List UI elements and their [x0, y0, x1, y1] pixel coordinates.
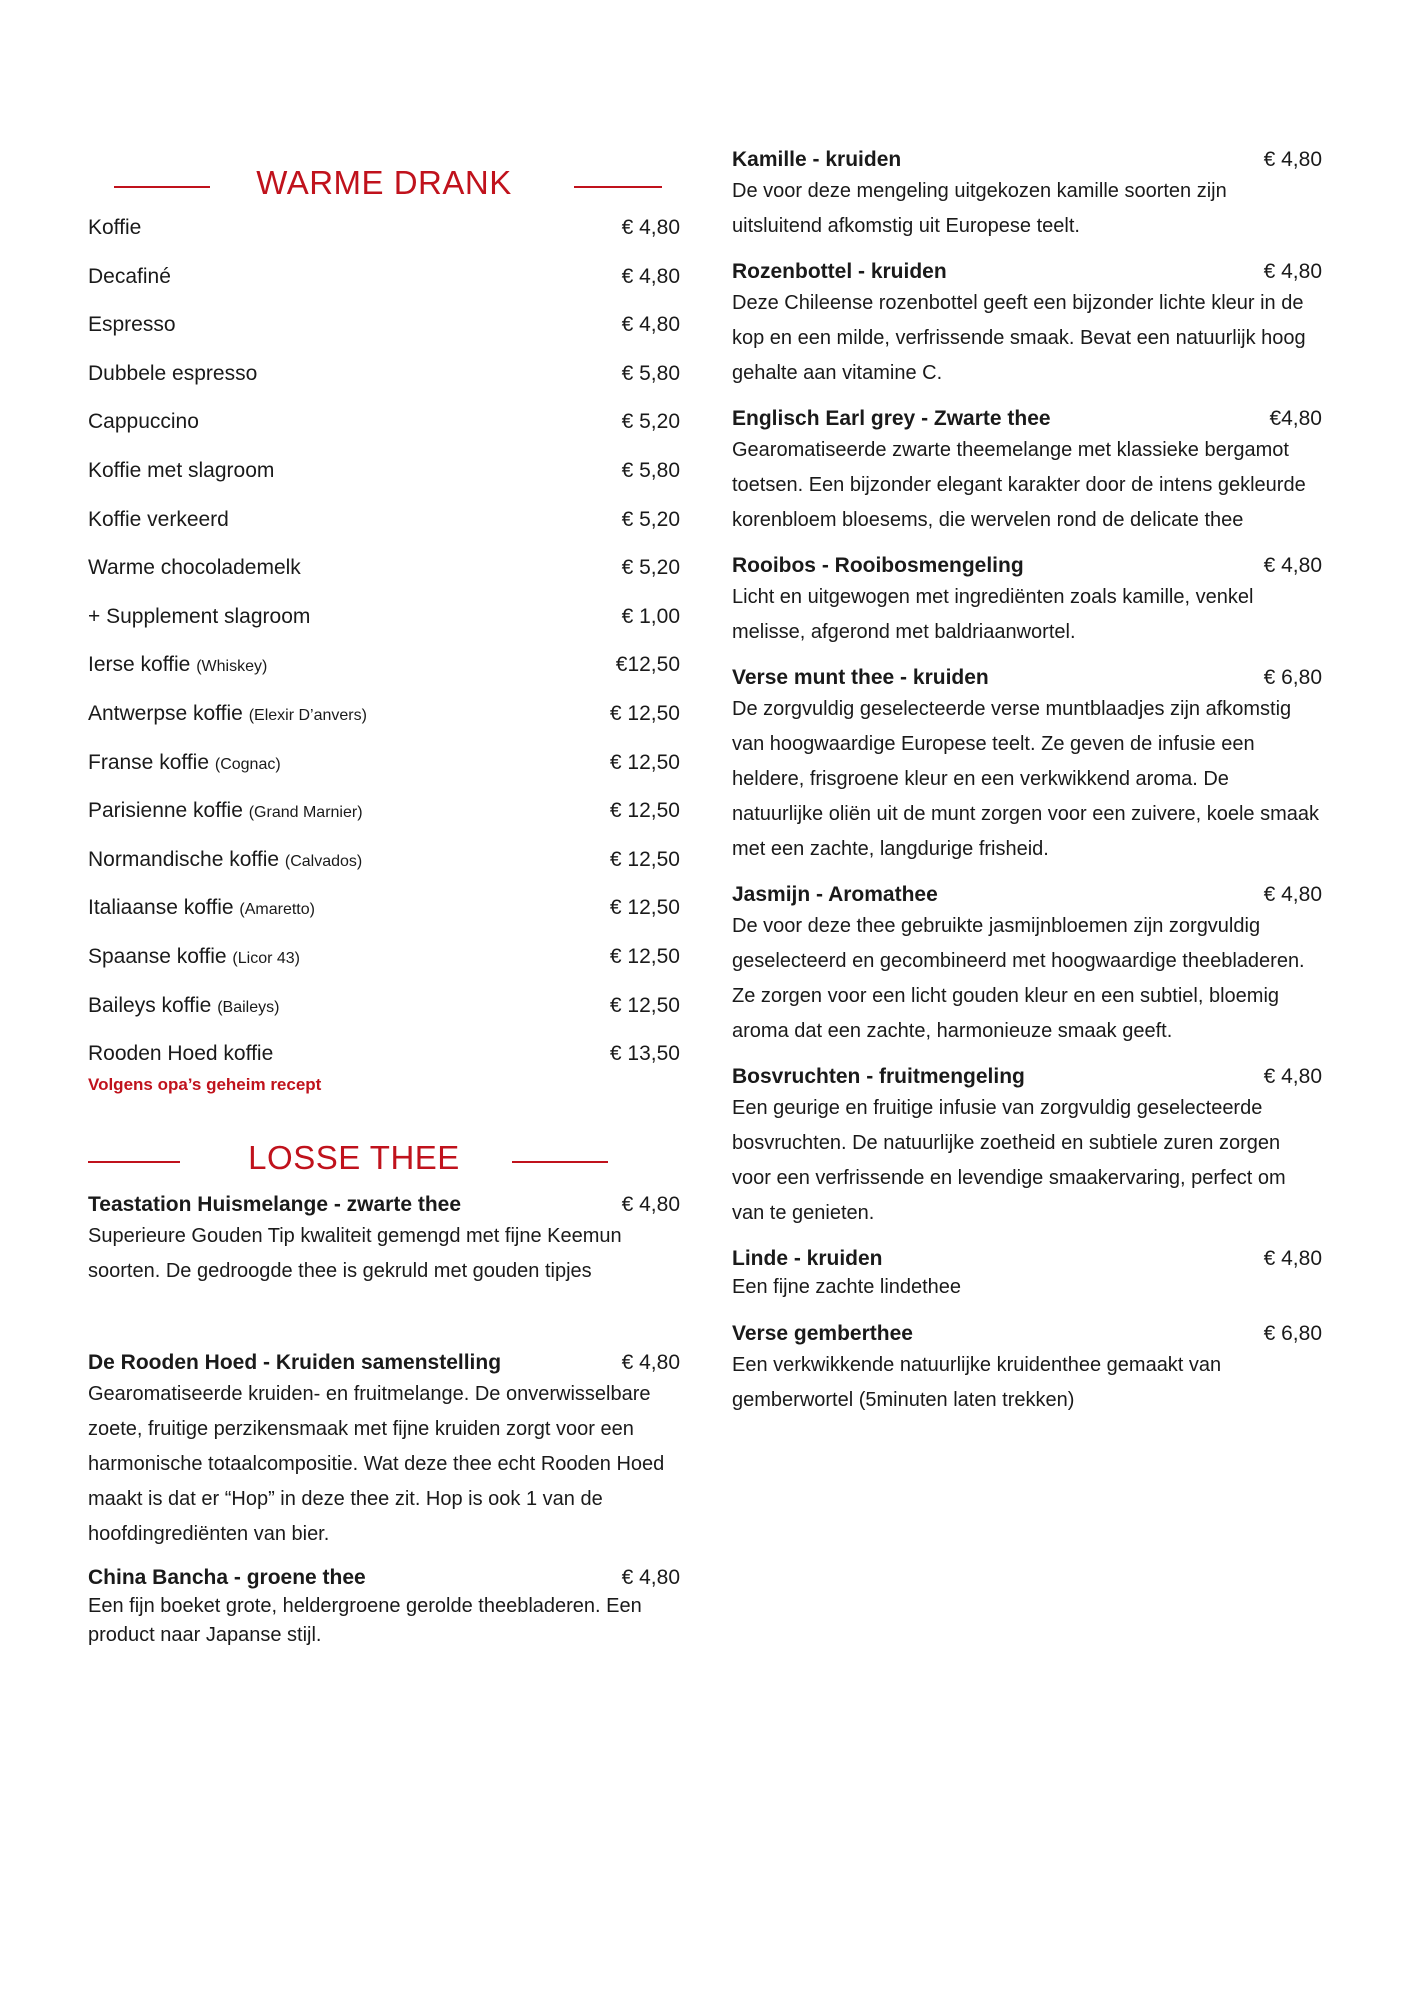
drink-name: [88, 556, 301, 580]
drink-name: [88, 945, 300, 969]
tea-item: [732, 1320, 1322, 1418]
drink-name-text: Antwerpse koffie: [88, 701, 243, 725]
losse-thee-header: [88, 1135, 680, 1191]
drink-name-text: Rooden Hoed koffie: [88, 1042, 274, 1066]
tea-description: Een fijne zachte lindethee: [732, 1276, 962, 1298]
tea-description: De voor deze mengeling uitgekozen kamille soorten zijn uitsluitend afkomstig uit Europese teelt.: [732, 180, 1227, 237]
tea-name: Teastation Huismelange - zwarte thee: [88, 1192, 462, 1216]
warme-drank-header: [88, 160, 680, 216]
drink-name: [88, 994, 279, 1018]
tea-item: [732, 405, 1322, 538]
drink-name: [88, 313, 176, 337]
drink-price: €12,50: [615, 653, 680, 677]
drink-name-text: Franse koffie: [88, 750, 210, 774]
drink-name: [88, 410, 199, 434]
drink-price: € 4,80: [621, 313, 680, 337]
drink-name-text: Spaanse koffie: [88, 944, 227, 968]
drink-name-text: Koffie verkeerd: [88, 507, 229, 531]
drink-name: [88, 459, 274, 483]
tea-description: Een verkwikkende natuurlijke kruidenthee gemaakt van gemberwortel (5minuten laten trekken): [732, 1354, 1222, 1411]
section-title: WARME DRANK: [256, 164, 512, 201]
drink-name: [88, 653, 267, 677]
tea-item-header: [732, 405, 1322, 433]
tea-name: Englisch Earl grey - Zwarte thee: [732, 407, 1051, 430]
tea-item-header: [732, 146, 1322, 174]
drink-liqueur-note: (Baileys): [217, 998, 280, 1016]
tea-description: Deze Chileense rozenbottel geeft een bijzonder lichte kleur in de kop en een milde, verfrissende smaak. Bevat een natuurlijk hoog gehalte aan vitamine C.: [732, 292, 1306, 384]
tea-description: Superieure Gouden Tip kwaliteit gemengd met fijne Keemun soorten. De gedroogde thee is gekruld met gouden tipjes: [88, 1224, 622, 1282]
drink-name-text: Dubbele espresso: [88, 361, 258, 385]
drink-row: [88, 508, 680, 557]
drink-price: € 12,50: [609, 896, 680, 920]
drink-liqueur-note: (Amaretto): [239, 901, 315, 919]
left-column: [88, 160, 680, 1650]
tea-name: Rozenbottel - kruiden: [732, 260, 947, 283]
tea-name: China Bancha - groene thee: [88, 1565, 366, 1589]
drink-liqueur-note: (Cognac): [214, 755, 281, 773]
drink-price: € 5,80: [621, 458, 680, 482]
divider-line: [512, 1161, 608, 1163]
drink-name-text: Normandische koffie: [88, 847, 280, 871]
tea-description: Licht en uitgewogen met ingrediënten zoals kamille, venkel melisse, afgerond met baldriaanwortel.: [732, 586, 1254, 643]
drink-row: [88, 605, 680, 654]
drink-name-text: Italiaanse koffie: [88, 896, 234, 920]
tea-item-header: [732, 881, 1322, 909]
tea-description: Gearomatiseerde kruiden- en fruitmelange. De onverwisselbare zoete, fruitige perzikensmaak met fijne kruiden zorgt voor een harmonische totaalcompositie. Wat deze thee echt Rooden Hoed maakt is dat er “Hop” in deze thee zit. Hop is ook 1 van de hoofdingrediënten van bier.: [88, 1382, 665, 1545]
divider-line: [574, 186, 662, 188]
tea-item-header: [88, 1349, 680, 1377]
drink-price: € 12,50: [609, 944, 680, 968]
tea-item-header: [732, 1063, 1322, 1091]
drink-name-text: Decafiné: [88, 264, 171, 288]
drink-name-text: Warme chocolademelk: [88, 556, 301, 580]
tea-name: Bosvruchten - fruitmengeling: [732, 1065, 1025, 1088]
drink-price: € 12,50: [609, 750, 680, 774]
drink-row: [88, 313, 680, 362]
tea-name: Rooibos - Rooibosmengeling: [732, 554, 1024, 577]
tea-item: [88, 1191, 680, 1289]
drink-price: € 13,50: [609, 1042, 680, 1066]
tea-description: Een fijn boeket grote, heldergroene gerolde theebladeren. Een product naar Japanse stijl.: [88, 1594, 642, 1646]
drink-name-text: Koffie: [88, 216, 142, 239]
tea-price: € 6,80: [1263, 1322, 1322, 1345]
tea-price: € 4,80: [1263, 554, 1322, 577]
drink-row: [88, 848, 680, 897]
tea-price: € 4,80: [621, 1565, 680, 1589]
drink-row: [88, 216, 680, 265]
drink-price: € 12,50: [609, 993, 680, 1017]
drink-price: € 12,50: [609, 847, 680, 871]
tea-name: Jasmijn - Aromathee: [732, 883, 938, 906]
drink-liqueur-note: (Licor 43): [232, 949, 300, 967]
tea-item-header: [732, 258, 1322, 286]
tea-item: [88, 1349, 680, 1552]
tea-name: Verse munt thee - kruiden: [732, 666, 989, 689]
drink-name: [88, 896, 315, 920]
drink-row: [88, 265, 680, 314]
tea-item-header: [732, 1320, 1322, 1348]
tea-item: [732, 552, 1322, 650]
tea-description: Een geurige en fruitige infusie van zorgvuldig geselecteerde bosvruchten. De natuurlijke zoetheid en subtiele zuren zorgen voor een verfrissende en levendige smaakervaring, perfect om van te genieten.: [732, 1097, 1286, 1224]
recipe-note: Volgens opa’s geheim recept: [88, 1074, 322, 1094]
drink-name: [88, 605, 310, 629]
drink-name-text: Baileys koffie: [88, 993, 212, 1017]
tea-item-header: [88, 1564, 680, 1592]
tea-description: De zorgvuldig geselecteerde verse muntblaadjes zijn afkomstig van hoogwaardige Europese teelt. Ze geven de infusie een heldere, frisgroene kleur en een verkwikkend aroma. De natuurlijke oliën uit de munt zorgen voor een zuivere, koele smaak met een zachte, langdurige frisheid.: [732, 698, 1319, 860]
drink-price: € 4,80: [621, 216, 680, 239]
drink-name-text: Parisienne koffie: [88, 799, 243, 823]
drink-row: [88, 945, 680, 994]
drink-name: [88, 508, 229, 532]
drink-price: € 12,50: [609, 701, 680, 725]
tea-list-left: [88, 1191, 680, 1650]
right-column: [732, 146, 1322, 1418]
drink-row: [88, 459, 680, 508]
drink-row: [88, 799, 680, 848]
drink-row: [88, 751, 680, 800]
drink-row: [88, 362, 680, 411]
drink-liqueur-note: (Whiskey): [196, 658, 268, 676]
drink-name-text: Cappuccino: [88, 410, 199, 434]
tea-item-header: [732, 1245, 1322, 1273]
tea-price: € 4,80: [1263, 883, 1322, 906]
drink-name: [88, 265, 171, 289]
drink-name: [88, 1042, 273, 1066]
tea-price: € 4,80: [1263, 148, 1322, 171]
tea-name: De Rooden Hoed - Kruiden samenstelling: [88, 1350, 502, 1374]
drink-row: [88, 702, 680, 751]
drink-name: [88, 848, 362, 872]
drink-price: € 5,20: [621, 410, 680, 434]
tea-item: [732, 664, 1322, 867]
warme-drank-list: [88, 216, 680, 1091]
tea-price: € 6,80: [1263, 666, 1322, 689]
tea-item: [732, 881, 1322, 1049]
tea-price: € 4,80: [1263, 1247, 1322, 1270]
drink-liqueur-note: (Calvados): [284, 852, 363, 870]
tea-item: [732, 258, 1322, 391]
drink-price: € 5,80: [621, 361, 680, 385]
drink-row: [88, 994, 680, 1043]
drink-price: € 12,50: [609, 799, 680, 823]
drink-name-text: Espresso: [88, 313, 176, 337]
tea-description: Gearomatiseerde zwarte theemelange met klassieke bergamot toetsen. Een bijzonder elegant karakter door de intens gekleurde korenbloem bloesems, die wervelen rond de delicate thee: [732, 439, 1306, 531]
tea-name: Linde - kruiden: [732, 1247, 883, 1270]
drink-price: € 1,00: [621, 604, 680, 628]
tea-description: De voor deze thee gebruikte jasmijnbloemen zijn zorgvuldig geselecteerd en gecombineerd met hoogwaardige theebladeren. Ze zorgen voor een licht gouden kleur en een subtiel, bloemig aroma dat een zachte, harmonieuze smaak geeft.: [732, 915, 1305, 1042]
tea-item: [732, 146, 1322, 244]
drink-name-text: Koffie met slagroom: [88, 458, 275, 482]
tea-item: [732, 1063, 1322, 1231]
tea-list-right: [732, 146, 1322, 1418]
tea-item: [732, 1245, 1322, 1302]
tea-item-header: [88, 1191, 680, 1219]
drink-row: [88, 556, 680, 605]
drink-name-text: Ierse koffie: [88, 653, 191, 677]
drink-name: [88, 362, 257, 386]
tea-item-header: [732, 552, 1322, 580]
drink-name-text: + Supplement slagroom: [88, 604, 311, 628]
tea-price: € 4,80: [1263, 1065, 1322, 1088]
tea-item-header: [732, 664, 1322, 692]
drink-liqueur-note: (Grand Marnier): [248, 804, 363, 822]
drink-row: [88, 653, 680, 702]
drink-row: [88, 896, 680, 945]
drink-price: € 4,80: [621, 264, 680, 288]
drink-liqueur-note: (Elexir D’anvers): [248, 706, 367, 724]
tea-item: [88, 1564, 680, 1650]
tea-price: € 4,80: [621, 1192, 680, 1216]
drink-row: [88, 410, 680, 459]
tea-price: € 4,80: [621, 1350, 680, 1374]
tea-price: €4,80: [1269, 407, 1322, 430]
drink-price: € 5,20: [621, 507, 680, 531]
tea-name: Verse gemberthee: [732, 1322, 913, 1345]
drink-price: € 5,20: [621, 556, 680, 580]
tea-price: € 4,80: [1263, 260, 1322, 283]
drink-name: [88, 751, 281, 775]
drink-name: [88, 216, 141, 240]
tea-name: Kamille - kruiden: [732, 148, 902, 171]
section-title: LOSSE THEE: [248, 1138, 460, 1176]
drink-name: [88, 702, 367, 726]
drink-name: [88, 799, 363, 823]
